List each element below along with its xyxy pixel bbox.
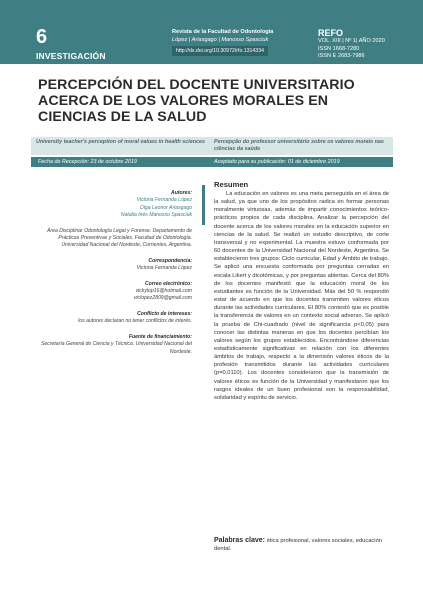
authors-block	[36, 190, 192, 220]
author-name: Olga Leonor Ariasgago	[139, 204, 192, 211]
conflict-text: los autores declaran no tener conflictos de interés.	[78, 318, 192, 325]
conflict-block	[36, 311, 192, 326]
date-received: Fecha de Recepción: 23 de octubre 2019	[38, 159, 137, 165]
conflict-label: Conflicto de intereses:	[137, 310, 192, 317]
page-number: 6	[36, 26, 48, 48]
title-english: University teacher's perception of moral values in health sciences	[36, 139, 206, 145]
refo-title: REFO	[318, 28, 344, 38]
issn-electronic: ISSN E 2683-7986	[318, 53, 365, 60]
affiliation: Área Disciplinar Odontología Legal y Forense. Departamento de Prácticas Preventivas y Sociales. Facultad de Odontología. Universidad Nacional del Nordeste, Corrientes, Argentina.	[47, 227, 192, 249]
email-label: Correo electrónico:	[145, 280, 192, 287]
funding-block	[36, 334, 192, 356]
correspondence-block	[36, 258, 192, 273]
abstract-text: La educación en valores es una meta perseguida en el área de la salud, ya que uno de los propósitos radica en formar personas moralmente virtuosas, además de impartir conocimientos teórico-prácticos propios de cada disciplina. Analizar la percepción del docente acerca de los valores morales en la educación superior en ciencias de la salud. Se realizó un estudio descriptivo, de corte transversal y no experimental. La muestra estuvo conformada por 60 docentes de la Universidad Nacional del Nordeste, Argentina. Se establecieron tres grupos: Ciclo curricular, Edad y Ámbito de trabajo. Se aplicó una encuesta conformada por preguntas cerradas en escala Likert y dicotómicas, y por preguntas abiertas. Cerca del 80% de los docentes manifestó que la educación moral de los estudiantes es función de la Universidad. Más del 50 % respondió estar de acuerdo en que los docentes transmiten valores éticos durante las actividades curriculares. El 80% contestó que es posible la transferencia de valores en un contexto social adverso. Se aplicó la prueba de Chi-cuadrado (nivel de significancia p<0,05) para conocer las distintas maneras en que los docentes percibían los valores según los grupos establecidos. Encontrándose diferencias estadísticamente significativas en relación con los diferentes ámbitos de trabajo, respecto a la dimensión valores éticos de la profesión transmitidos durante las actividades curriculares (p=0,0110). Los docentes consideraron que la transmisión de valores éticos es función de la Universidad y manifestaron que los rasgos ideales de un buen profesional son la responsabilidad, solidaridad y espíritu de servicio.	[214, 191, 389, 401]
author-name: Victoria Fernanda López	[136, 197, 192, 204]
volume-info: VOL. XIII | Nº 1| AÑO 2020	[318, 38, 385, 44]
email-address[interactable]: vickylop16@hotmail.com	[135, 288, 192, 295]
abstract-heading: Resumen	[214, 180, 249, 189]
author-name: Natalia Inés Manosso Spasciuk	[120, 212, 192, 219]
funding-label: Fuente de financiamiento:	[128, 333, 192, 340]
article-metadata	[36, 190, 192, 364]
column-divider	[202, 185, 205, 225]
keywords-text: ética profesional, valores sociales, educación dental.	[214, 538, 382, 553]
issn-print: ISSN 1668-7280	[318, 45, 360, 52]
email-address[interactable]: viclopez2809@gmail.com	[133, 295, 192, 302]
title-portuguese: Percepção do professor universitário sobre os valores morais nas ciências da saúde	[214, 139, 384, 152]
doi-link[interactable]: http://dx.doi.org/10.30972/rfo.1314334	[172, 46, 268, 56]
authors-label: Autores:	[171, 190, 192, 196]
funding-text: Secretaría General de Ciencia y Técnica. Universidad Nacional del Nordeste.	[41, 341, 192, 355]
email-block	[36, 281, 192, 303]
journal-authors: López | Ariasgago | Manosso Spasciuk	[172, 37, 269, 43]
journal-name: Revista de la Facultad de Odontología	[172, 29, 274, 35]
keywords	[214, 537, 389, 553]
article-title: PERCEPCIÓN DEL DOCENTE UNIVERSITARIO ACERCA DE LOS VALORES MORALES EN CIENCIAS DE LA SALUD	[38, 77, 355, 125]
correspondence-name: Victoria Fernanda López	[136, 265, 192, 272]
refo-info	[318, 28, 418, 61]
date-accepted: Aceptado para su publicación: 01 de diciembre 2019	[214, 159, 340, 165]
correspondence-label: Correspondencia:	[148, 257, 192, 264]
section-label: INVESTIGACIÓN	[36, 51, 106, 61]
journal-info	[172, 28, 302, 56]
keywords-label: Palabras clave:	[214, 537, 265, 544]
